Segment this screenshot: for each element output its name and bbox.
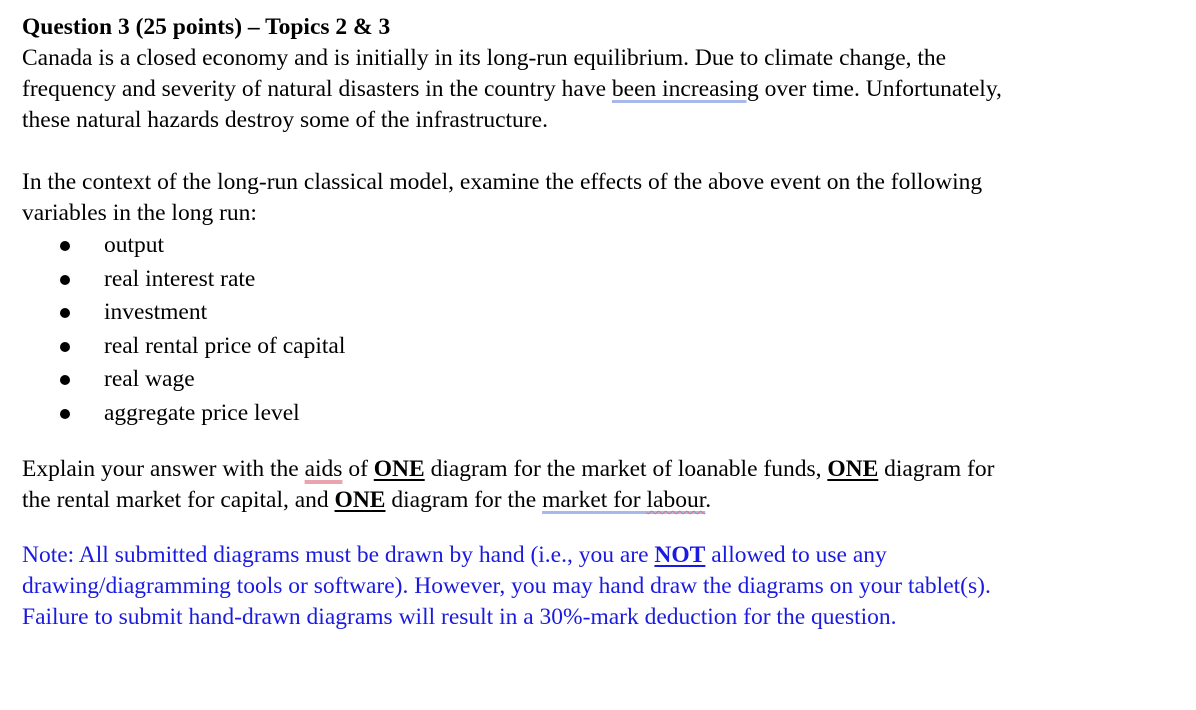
emphasis-one: ONE [827, 456, 879, 482]
list-item [22, 363, 1164, 397]
note-paragraph [22, 540, 1164, 633]
task-line-1: In the context of the long-run classical model, examine the effects of the above event on the following [22, 169, 983, 195]
spacer [22, 136, 1164, 167]
question-document [22, 12, 1164, 633]
spelling-flag-aids[interactable]: aids [304, 456, 343, 482]
variable-real-wage: real wage [104, 366, 195, 392]
bullet-icon [60, 241, 70, 251]
explain-line-2 [22, 485, 1164, 516]
variable-output: output [104, 232, 165, 258]
intro-line-3: these natural hazards destroy some of the infrastructure. [22, 107, 548, 133]
note-line-3: Failure to submit hand-drawn diagrams will result in a 30%-mark deduction for the question. [22, 604, 897, 630]
explain-text: diagram for the [385, 487, 543, 513]
explain-line-1 [22, 454, 1164, 485]
emphasis-one: ONE [373, 456, 425, 482]
variable-real-interest-rate: real interest rate [104, 265, 256, 292]
explain-text: market for [542, 487, 647, 513]
explain-text: . [705, 487, 712, 513]
explain-text: of [342, 456, 374, 482]
spelling-flag-labour[interactable]: labour [646, 487, 706, 513]
list-item [22, 229, 1164, 263]
explain-paragraph [22, 454, 1164, 516]
variable-real-rental-price: real rental price of capital [104, 332, 346, 359]
variable-aggregate-price-level: aggregate price level [104, 399, 300, 426]
bullet-icon [60, 409, 70, 419]
task-paragraph [22, 167, 1164, 229]
bullet-icon [60, 342, 70, 352]
list-item [22, 397, 1164, 431]
explain-text: diagram for the market of loanable funds, [424, 456, 828, 482]
variable-investment: investment [104, 299, 208, 325]
explain-text: Explain your answer with the [22, 456, 305, 482]
note-text: Note: All submitted diagrams must be drawn by hand (i.e., you are [22, 542, 655, 568]
bullet-icon [60, 375, 70, 385]
intro-paragraph [22, 43, 1164, 136]
bullet-icon [60, 275, 70, 285]
spacer [22, 430, 1164, 454]
note-line-2: drawing/diagramming tools or software). However, you may hand draw the diagrams on your tablet(s). [22, 573, 991, 599]
explain-text: the rental market for capital, and [22, 487, 335, 513]
question-title: Question 3 (25 points) – Topics 2 & 3 [22, 14, 391, 40]
emphasis-one: ONE [334, 487, 386, 513]
explain-text: diagram for [878, 456, 995, 482]
list-item [22, 296, 1164, 330]
intro-line-2-end: over time. Unfortunately, [758, 76, 1002, 102]
intro-line-2-start: frequency and severity of natural disasters in the country have [22, 76, 612, 102]
note-line-1 [22, 540, 1164, 571]
list-item [22, 263, 1164, 297]
grammar-flag-been-increasing[interactable]: been increasing [611, 76, 759, 102]
note-text: allowed to use any [705, 542, 887, 568]
bullet-icon [60, 308, 70, 318]
grammar-flag-market-for-labour[interactable] [542, 487, 705, 513]
variables-list [22, 229, 1164, 430]
task-line-2: variables in the long run: [22, 200, 257, 226]
emphasis-not: NOT [654, 542, 706, 568]
list-item [22, 330, 1164, 364]
intro-line-1: Canada is a closed economy and is initially in its long-run equilibrium. Due to climate change, the [22, 45, 947, 71]
spacer [22, 516, 1164, 540]
intro-line-2 [22, 74, 1164, 105]
